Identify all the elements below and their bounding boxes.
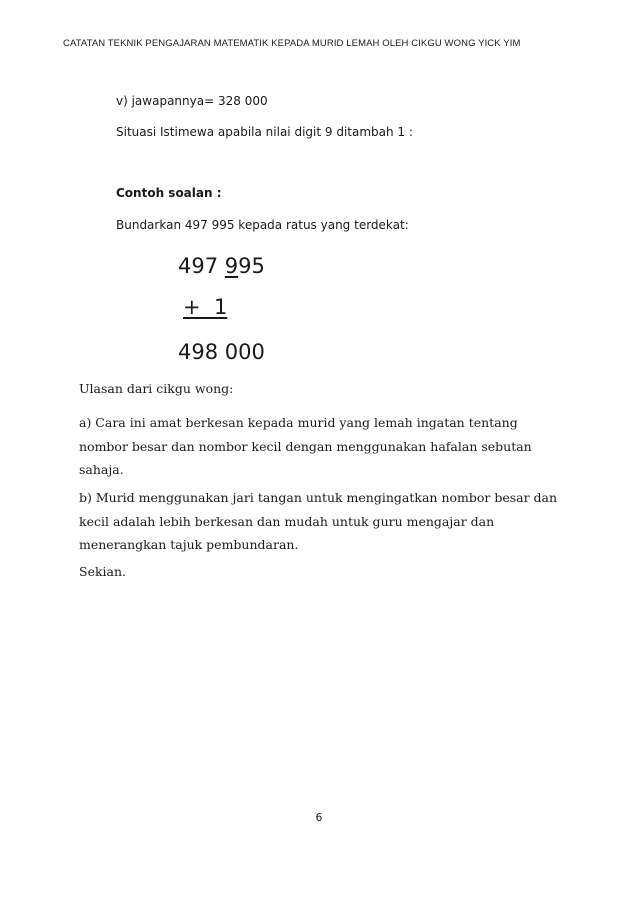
calc-number-suffix: 95	[238, 254, 265, 278]
page-number: 6	[315, 812, 323, 824]
closing-text: Sekian.	[79, 564, 127, 579]
example-heading: Contoh soalan :	[116, 186, 222, 200]
comment-a: a) Cara ini amat berkesan kepada murid yang lemah ingatan tentang nombor besar dan nombor kecil dengan menggunakan hafalan sebutan sahaja.	[79, 415, 532, 477]
page-header: CATATAN TEKNIK PENGAJARAN MATEMATIK KEPADA MURID LEMAH OLEH CIKGU WONG YICK YIM	[63, 38, 521, 49]
comment-b: b) Murid menggunakan jari tangan untuk mengingatkan nombor besar dan kecil adalah lebih berkesan dan mudah untuk guru mengajar dan menerangkan tajuk pembundaran.	[79, 490, 558, 552]
calc-underlined-digit: 9	[224, 254, 239, 278]
answer-line: v) jawapannya= 328 000	[116, 94, 268, 108]
calc-number	[178, 254, 265, 278]
special-situation-line: Situasi Istimewa apabila nilai digit 9 ditambah 1 :	[116, 125, 413, 139]
calc-addend-text: + 1	[183, 295, 228, 319]
calc-result: 498 000	[178, 340, 265, 364]
comments-title: Ulasan dari cikgu wong:	[79, 381, 234, 396]
calc-number-prefix: 497	[178, 254, 225, 278]
example-question: Bundarkan 497 995 kepada ratus yang terdekat:	[116, 218, 409, 232]
calc-addend	[183, 295, 227, 319]
